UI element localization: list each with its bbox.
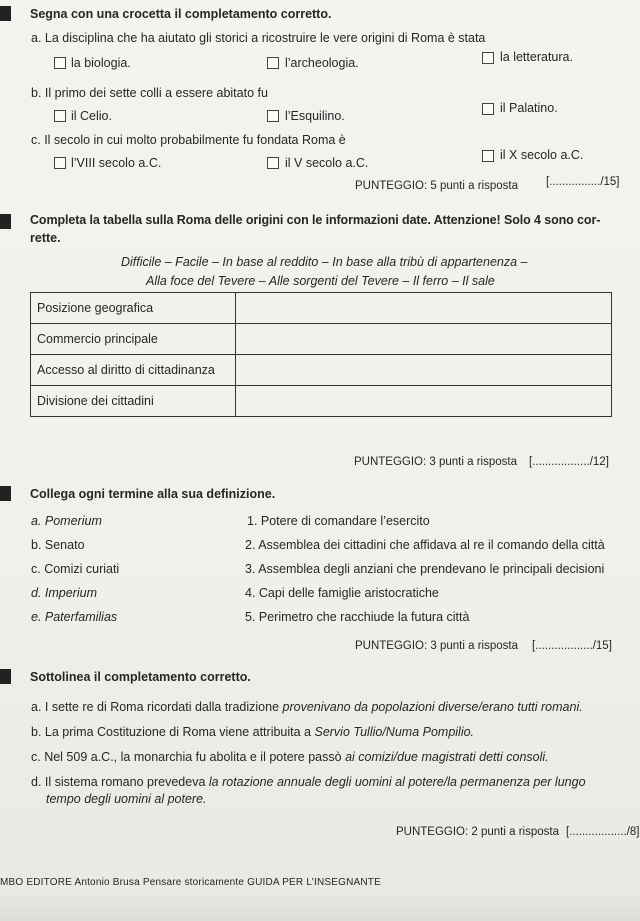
ex2-title-line2: rette. xyxy=(30,231,61,245)
table-row xyxy=(31,324,612,355)
ex1-question-a: a. La disciplina che ha aiutato gli storici a ricostruire le vere origini di Roma è stata xyxy=(31,31,486,45)
ex2-title-line1: Completa la tabella sulla Roma delle origini con le informazioni date. Attenzione! Solo 4 sono cor- xyxy=(30,213,601,227)
ex4-item-a xyxy=(31,700,583,715)
ex4-item-c xyxy=(31,750,549,765)
ex1-score-box: [................/15] xyxy=(546,176,620,188)
ex4-item-a-text: a. I sette re di Roma ricordati dalla tradizione xyxy=(31,700,283,714)
ex3-score-box: [................../15] xyxy=(532,640,612,652)
ex4-item-d-text: d. Il sistema romano prevedeva xyxy=(31,775,209,789)
definition-item: 5. Perimetro che racchiude la futura città xyxy=(245,610,470,624)
ex4-item-b-text: b. La prima Costituzione di Roma viene attribuita a xyxy=(31,725,315,739)
answer-cell[interactable] xyxy=(236,293,612,324)
option-label: il Palatino. xyxy=(500,101,558,115)
ex4-title: Sottolinea il completamento corretto. xyxy=(30,670,251,684)
completion-table xyxy=(30,292,612,417)
ex2-words-line1: Difficile – Facile – In base al reddito – In base alla tribù di appartenenza – xyxy=(121,255,528,269)
ex2-score: PUNTEGGIO: 3 punti a risposta xyxy=(354,456,517,468)
checkbox[interactable] xyxy=(482,150,494,162)
ex1-question-b: b. Il primo dei sette colli a essere abitato fu xyxy=(31,86,268,100)
exercise-marker xyxy=(0,669,11,684)
option-label: la biologia. xyxy=(71,56,131,70)
option-label: l’archeologia. xyxy=(285,56,359,70)
option-label: il X secolo a.C. xyxy=(500,148,584,162)
exercise-marker xyxy=(0,486,11,501)
table-row xyxy=(31,293,612,324)
ex2-words-line2: Alla foce del Tevere – Alle sorgenti del Tevere – Il ferro – Il sale xyxy=(146,274,495,288)
answer-cell[interactable] xyxy=(236,386,612,417)
ex4-score: PUNTEGGIO: 2 punti a risposta xyxy=(396,826,559,838)
ex4-item-b-choice[interactable]: Servio Tullio/Numa Pompilio. xyxy=(314,725,475,739)
ex4-item-b xyxy=(31,725,474,740)
ex3-score: PUNTEGGIO: 3 punti a risposta xyxy=(355,640,518,652)
row-label: Posizione geografica xyxy=(31,293,236,324)
checkbox[interactable] xyxy=(54,110,66,122)
ex4-item-d xyxy=(31,775,586,790)
answer-cell[interactable] xyxy=(236,355,612,386)
ex4-item-d-continued[interactable]: tempo degli uomini al potere. xyxy=(46,792,207,806)
option-label: l’VIII secolo a.C. xyxy=(71,156,162,170)
ex1-title: Segna con una crocetta il completamento corretto. xyxy=(30,7,332,21)
ex4-item-c-choice[interactable]: ai comizi/due magistrati detti consoli. xyxy=(345,750,549,764)
ex2-score-box: [................../12] xyxy=(529,456,609,468)
option-label: l’Esquilino. xyxy=(285,109,345,123)
checkbox[interactable] xyxy=(267,157,279,169)
option-label: la letteratura. xyxy=(500,50,573,64)
row-label: Accesso al diritto di cittadinanza xyxy=(31,355,236,386)
definition-item: 1. Potere di comandare l’esercito xyxy=(247,514,430,528)
table-row xyxy=(31,386,612,417)
definition-item: 2. Assemblea dei cittadini che affidava al re il comando della città xyxy=(245,538,605,552)
term-item: a. Pomerium xyxy=(31,514,102,528)
checkbox[interactable] xyxy=(267,110,279,122)
checkbox[interactable] xyxy=(267,57,279,69)
option-label: il Celio. xyxy=(71,109,112,123)
exercise-marker xyxy=(0,6,11,21)
term-item: e. Paterfamilias xyxy=(31,610,118,624)
checkbox[interactable] xyxy=(54,157,66,169)
answer-cell[interactable] xyxy=(236,324,612,355)
row-label: Divisione dei cittadini xyxy=(31,386,236,417)
page-footer: MBO EDITORE Antonio Brusa Pensare storicamente GUIDA PER L’INSEGNANTE xyxy=(0,877,381,888)
table-row xyxy=(31,355,612,386)
exercise-marker xyxy=(0,214,11,229)
option-label: il V secolo a.C. xyxy=(285,156,369,170)
definition-item: 4. Capi delle famiglie aristocratiche xyxy=(245,586,439,600)
photo-shadow xyxy=(0,891,640,921)
checkbox[interactable] xyxy=(54,57,66,69)
checkbox[interactable] xyxy=(482,52,494,64)
ex4-item-a-choice[interactable]: provenivano da popolazioni diverse/erano tutti romani. xyxy=(282,700,583,714)
row-label: Commercio principale xyxy=(31,324,236,355)
ex4-score-box: [................../8] xyxy=(566,826,640,838)
term-item: c. Comizi curiati xyxy=(31,562,120,576)
term-item: b. Senato xyxy=(31,538,85,552)
definition-item: 3. Assemblea degli anziani che prendevano le principali decisioni xyxy=(245,562,605,576)
ex1-score: PUNTEGGIO: 5 punti a risposta xyxy=(355,180,518,192)
ex4-item-d-choice[interactable]: la rotazione annuale degli uomini al potere/la permanenza per lungo xyxy=(208,775,586,789)
ex1-question-c: c. Il secolo in cui molto probabilmente fu fondata Roma è xyxy=(31,133,346,147)
ex3-title: Collega ogni termine alla sua definizione. xyxy=(30,487,276,501)
checkbox[interactable] xyxy=(482,103,494,115)
term-item: d. Imperium xyxy=(31,586,97,600)
ex4-item-c-text: c. Nel 509 a.C., la monarchia fu abolita e il potere passò xyxy=(31,750,346,764)
